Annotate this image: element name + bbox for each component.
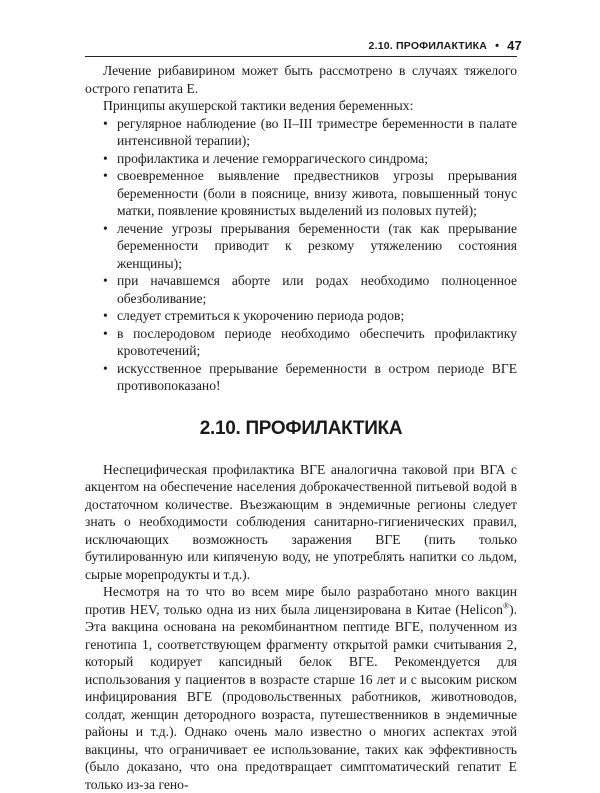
vaccine-text-start: Несмотря на то что во всем мире было разработано много вакцин против HEV, только одна из них была лицензирована в Китае (Helicon xyxy=(85,584,517,617)
principles-list xyxy=(85,115,517,395)
header-rule xyxy=(85,56,517,57)
page-body xyxy=(85,62,517,793)
list-item: • при начавшемся аборте или родах необходимо полноценное обезболивание; xyxy=(103,272,517,307)
page-number: 47 xyxy=(507,38,522,53)
intro-paragraph-principles: Принципы акушерской тактики ведения беременных: xyxy=(103,98,414,113)
list-item: • искусственное прерывание беременности в остром периоде ВГЕ противопоказано! xyxy=(103,360,517,395)
list-item: • следует стремиться к укорочению периода родов; xyxy=(103,307,517,325)
list-item: • лечение угрозы прерывания беременности (так как прерывание беременности приводит к резкому утяжелению состояния женщины); xyxy=(103,220,517,273)
paragraph-nonspecific-prophylaxis: Неспецифическая профилактика ВГЕ аналогична таковой при ВГА с акцентом на обеспечение населения доброкачественной питьевой водой в достаточном количестве. Въезжающим в эндемичные регионы следует знать о необходимости соблюдения санитарно-гигиенических правил, исключающих возможность заражения ВГЕ (пить только бутилированную или кипяченую воду, не употреблять напитки со льдом, сырые морепродукты и т.д.). xyxy=(85,461,517,582)
section-heading: 2.10. ПРОФИЛАКТИКА xyxy=(199,417,403,439)
list-item: • регулярное наблюдение (во II–III триместре беременности в палате интенсивной терапии); xyxy=(103,115,517,150)
paragraph-vaccine xyxy=(85,583,517,793)
registered-mark: ® xyxy=(502,600,510,610)
list-item: • своевременное выявление предвестников угрозы прерывания беременности (боли в пояснице, внизу живота, повышенный тонус матки, появление кровянистых выделений из половых путей); xyxy=(103,167,517,220)
vaccine-text-end: ). Эта вакцина основана на рекомбинантном пептиде ВГЕ, полученном из генотипа 1, соответствующем фрагменту открытой рамки считывания 2, который кодирует капсидный белок ВГЕ. Рекомендуется для использования у пациентов в возрасте старше 16 лет и с высоким риском инфицирования ВГЕ (продовольственных работников, животноводов, солдат, женщин детородного возраста, путешественников в эндемичные районы и т.д.). Однако очень мало известно о многих аспектах этой вакцины, что ограничивает ее использование, таких как эффективность (было доказано, что она предотвращает симптоматический гепатит Е только из-за гено- xyxy=(85,601,517,792)
list-item: • профилактика и лечение геморрагического синдрома; xyxy=(103,150,517,168)
running-head-section: 2.10. ПРОФИЛАКТИКА xyxy=(368,39,488,52)
intro-paragraph-ribavirin: Лечение рибавирином может быть рассмотрено в случаях тяжелого острого гепатита Е. xyxy=(85,63,517,96)
list-item: • в послеродовом периоде необходимо обеспечить профилактику кровотечений; xyxy=(103,325,517,360)
running-head xyxy=(369,38,522,53)
running-head-bullet: • xyxy=(495,39,500,52)
